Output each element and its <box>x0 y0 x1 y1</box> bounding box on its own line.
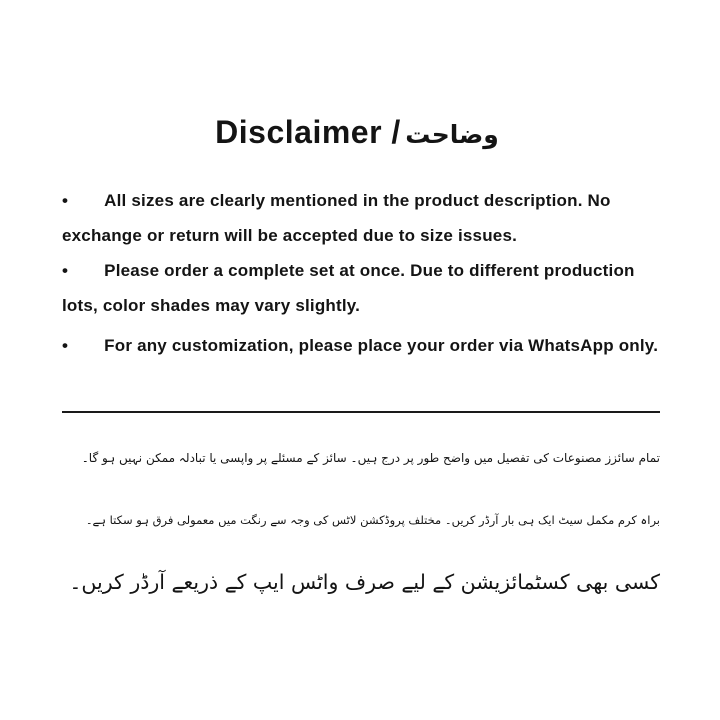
title-latin: Disclaimer / <box>215 114 401 150</box>
urdu-line: کسی بھی کسٹمائزیشن کے لیے صرف واٹس ایپ کے ذریعے آرڈر کریں۔ <box>69 570 660 594</box>
bullet-icon: • <box>62 336 69 355</box>
list-item <box>62 253 660 323</box>
list-item <box>62 328 660 363</box>
title-urdu: وضاحت <box>405 120 499 149</box>
disclaimer-list-ur <box>62 427 660 613</box>
page-title <box>0 0 720 161</box>
list-item-text: All sizes are clearly mentioned in the product description. No exchange or return will be accepted due to size issues. <box>62 191 611 245</box>
list-item-text: For any customization, please place your order via WhatsApp only. <box>104 336 659 355</box>
section-divider <box>62 411 660 413</box>
disclaimer-list-en <box>62 183 660 363</box>
bullet-icon: • <box>62 261 69 280</box>
urdu-line: تمام سائزز مصنوعات کی تفصیل میں واضح طور پر درج ہیں۔ سائز کے مسئلے پر واپسی یا تبادلہ ممکن نہیں ہو گا۔ <box>81 451 660 465</box>
list-item-text: Please order a complete set at once. Due to different production lots, color shades may vary slightly. <box>62 261 635 315</box>
urdu-line: براہ کرم مکمل سیٹ ایک ہی بار آرڈر کریں۔ مختلف پروڈکشن لاٹس کی وجہ سے رنگت میں معمولی فرق ہو سکتا ہے۔ <box>85 513 660 527</box>
list-item <box>62 183 660 253</box>
bullet-icon: • <box>62 191 69 210</box>
